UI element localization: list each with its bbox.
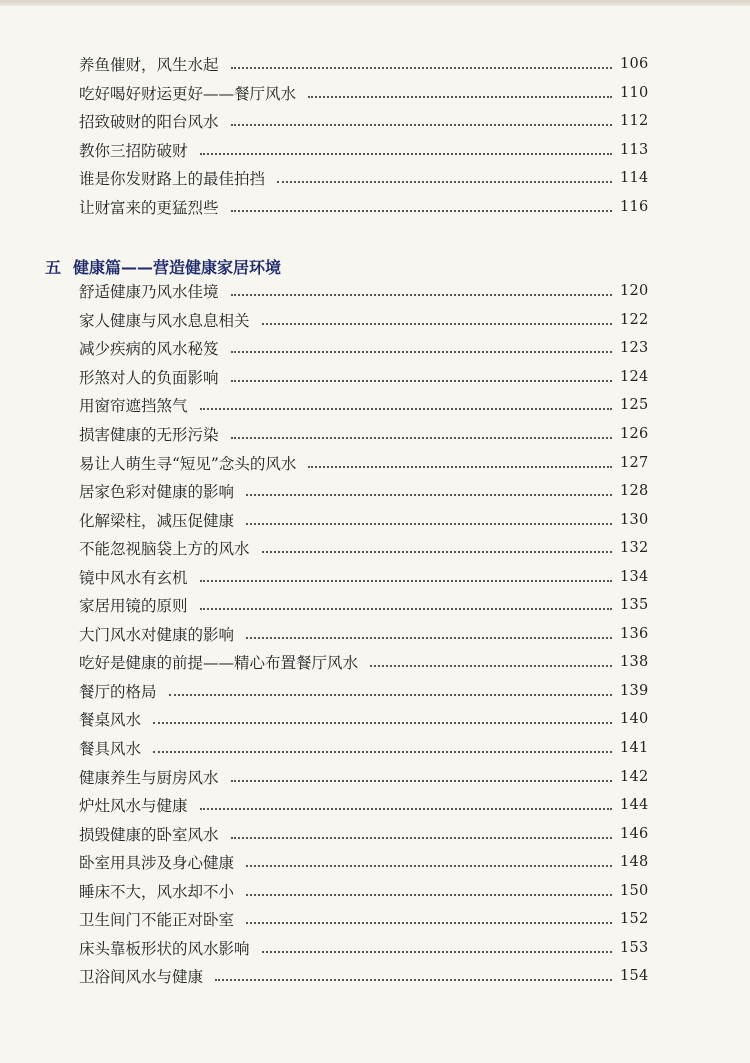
dot-leader [200,153,612,155]
toc-entry-title: 家人健康与风水息息相关 [79,311,250,330]
toc-entry[interactable] [0,505,750,534]
toc-entry[interactable] [0,363,750,392]
toc-entry-title: 教你三招防破财 [79,141,188,160]
dot-leader [215,979,612,981]
toc-entry-title: 卫浴间风水与健康 [79,968,204,987]
dot-leader [308,466,612,468]
toc-entry-page-number: 127 [620,454,649,471]
toc-entry-title: 谁是你发财路上的最佳拍挡 [79,170,266,189]
toc-group-health [0,277,750,991]
toc-entry-page-number: 124 [620,368,649,385]
toc-entry[interactable] [0,876,750,905]
toc-entry-page-number: 136 [620,625,649,642]
toc-entry-page-number: 142 [620,768,649,785]
toc-entry-title: 餐桌风水 [79,711,142,730]
toc-entry[interactable] [0,734,750,763]
toc-entry[interactable] [0,848,750,877]
dot-leader [277,181,612,183]
toc-entry[interactable] [0,705,750,734]
dot-leader [231,780,612,782]
toc-entry-page-number: 116 [620,199,649,215]
toc-entry[interactable] [0,648,750,677]
toc-entry-page-number: 152 [620,911,649,928]
dot-leader [246,523,612,525]
page-top-edge [0,0,750,6]
toc-entry-page-number: 139 [620,682,649,699]
toc-entry-title: 形煞对人的负面影响 [79,368,219,387]
toc-entry-page-number: 112 [620,113,649,130]
toc-entry[interactable] [0,277,750,306]
toc-entry-page-number: 153 [620,939,649,956]
toc-entry-page-number: 132 [620,540,649,557]
toc-entry-page-number: 141 [620,740,649,757]
dot-leader [262,323,612,325]
dot-leader [370,665,612,667]
toc-entry[interactable] [0,391,750,420]
toc-group-wealth [0,50,750,221]
dot-leader [231,437,612,439]
toc-entry-page-number: 110 [620,84,649,101]
toc-entry-page-number: 146 [620,825,649,842]
toc-entry-title: 损毁健康的卧室风水 [79,825,219,844]
toc-entry[interactable] [0,448,750,477]
dot-leader [231,67,612,69]
toc-entry-page-number: 128 [620,483,649,500]
toc-entry-title: 卧室用具涉及身心健康 [79,854,235,873]
toc-entry-title: 舒适健康乃风水佳境 [79,283,219,302]
dot-leader [231,351,612,353]
toc-entry[interactable] [0,620,750,649]
toc-entry-page-number: 134 [620,568,649,585]
toc-entry-page-number: 123 [620,340,649,357]
toc-entry-title: 餐厅的格局 [79,682,157,701]
toc-entry-page-number: 113 [620,141,649,158]
toc-entry[interactable] [0,962,750,991]
toc-entry[interactable] [0,136,750,165]
dot-leader [246,494,612,496]
toc-entry-title: 床头靠板形状的风水影响 [79,939,250,958]
toc-entry-title: 镜中风水有玄机 [79,568,188,587]
dot-leader [246,637,612,639]
toc-entry-page-number: 135 [620,597,649,614]
toc-entry-page-number: 106 [620,56,649,73]
toc-entry-page-number: 114 [620,170,649,187]
toc-entry-title: 睡床不大，风水却不小 [79,882,235,901]
toc-entry-title: 养鱼催财，风生水起 [79,56,219,75]
toc-entry-title: 卫生间门不能正对卧室 [79,911,235,930]
toc-entry-title: 损害健康的无形污染 [79,426,219,444]
toc-entry[interactable] [0,791,750,820]
toc-entry-page-number: 154 [620,968,649,985]
toc-entry[interactable] [0,677,750,706]
toc-entry-title: 大门风水对健康的影响 [79,625,235,644]
dot-leader [200,808,612,810]
toc-entry[interactable] [0,164,750,193]
toc-entry-title: 化解梁柱，减压促健康 [79,511,235,530]
dot-leader [153,751,612,753]
toc-entry-page-number: 130 [620,511,649,528]
toc-entry-page-number: 138 [620,654,649,671]
toc-entry-title: 吃好是健康的前提——精心布置餐厅风水 [79,654,359,673]
toc-entry-page-number: 122 [620,311,649,328]
dot-leader [200,580,612,582]
dot-leader [308,96,612,98]
toc-entry[interactable] [0,819,750,848]
toc-entry-title: 炉灶风水与健康 [79,797,188,816]
dot-leader [169,694,612,696]
toc-entry-page-number: 148 [620,854,649,871]
dot-leader [262,951,612,953]
toc-entry[interactable] [0,334,750,363]
toc-entry-page-number: 144 [620,797,649,814]
toc-entry-title: 餐具风水 [79,740,142,759]
toc-entry-title: 易让人萌生寻“短见”念头的风水 [79,454,297,473]
section-title: 健康篇——营造健康家居环境 [73,258,282,277]
toc-entry-title: 招致破财的阳台风水 [79,113,219,132]
dot-leader [231,380,612,382]
toc-entry[interactable] [0,107,750,136]
section-number: 五 [45,258,62,277]
toc-entry-title: 健康养生与厨房风水 [79,768,219,787]
toc-entry-page-number: 125 [620,397,649,414]
dot-leader [246,865,612,867]
toc-entry-title: 家居用镜的原则 [79,597,188,616]
toc-entry[interactable] [0,591,750,620]
dot-leader [246,922,612,924]
dot-leader [153,722,612,724]
toc-entry-title: 让财富来的更猛烈些 [79,199,219,217]
toc-entry-title: 居家色彩对健康的影响 [79,483,235,502]
toc-entry[interactable] [0,762,750,791]
toc-entry[interactable] [0,193,750,222]
toc-entry[interactable] [0,534,750,563]
dot-leader [231,210,612,212]
dot-leader [200,408,612,410]
toc-entry[interactable] [0,562,750,591]
toc-entry-page-number: 150 [620,882,649,899]
section-heading [45,255,281,278]
dot-leader [246,894,612,896]
dot-leader [231,294,612,296]
dot-leader [231,837,612,839]
toc-entry-page-number: 140 [620,711,649,728]
dot-leader [231,124,612,126]
toc-entry[interactable] [0,420,750,449]
toc-entry-page-number: 120 [620,283,649,300]
toc-entry[interactable] [0,50,750,79]
toc-entry[interactable] [0,477,750,506]
toc-entry-title: 减少疾病的风水秘笈 [79,340,219,359]
toc-entry[interactable] [0,79,750,108]
dot-leader [262,551,612,553]
toc-entry-page-number: 126 [620,426,649,442]
toc-entry-title: 不能忽视脑袋上方的风水 [79,540,250,559]
toc-entry-title: 吃好喝好财运更好——餐厅风水 [79,84,297,103]
toc-entry[interactable] [0,934,750,963]
dot-leader [200,608,612,610]
toc-entry[interactable] [0,905,750,934]
toc-entry[interactable] [0,306,750,335]
toc-entry-title: 用窗帘遮挡煞气 [79,397,188,416]
